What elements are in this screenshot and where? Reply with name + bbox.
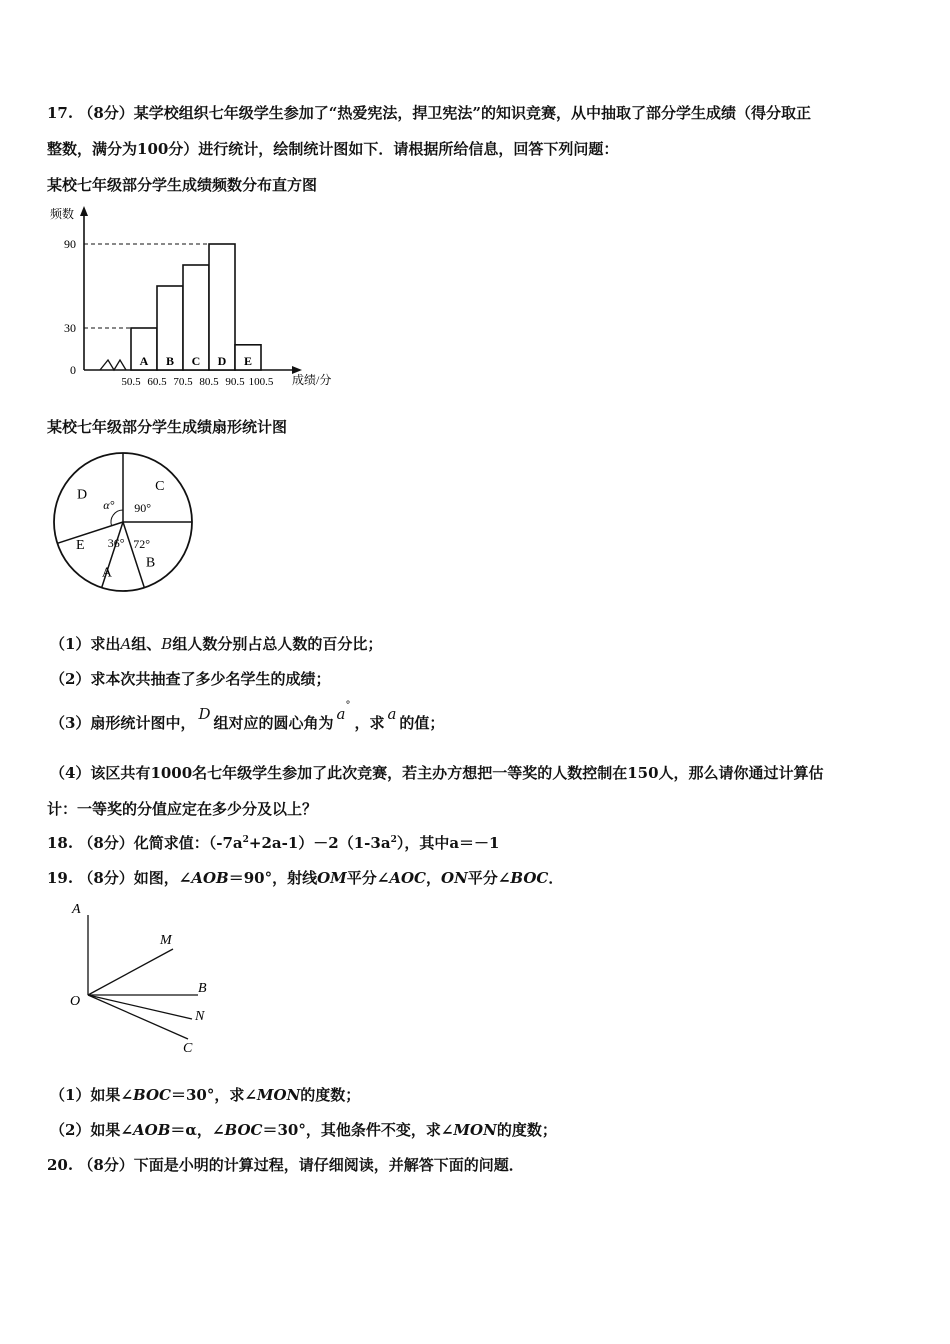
angle-figure xyxy=(60,897,230,1057)
histogram-xtick-90.5: 90.5 xyxy=(225,376,245,388)
histogram-ytick-90: 90 xyxy=(64,237,76,251)
histogram-bar-label-D: D xyxy=(217,354,227,368)
point-c-label: C xyxy=(183,1041,193,1056)
point-m-label: M xyxy=(160,933,172,948)
histogram-title: 某校七年级部分学生成绩频数分布直方图 xyxy=(47,176,318,194)
group-b-symbol: B xyxy=(161,635,173,653)
pie-slice-label-A: A xyxy=(101,565,112,581)
alpha-symbol-2: a xyxy=(387,705,397,723)
q20-line: 20. （8分）下面是小明的计算过程，请仔细阅读，并解答下面的问题． xyxy=(47,1156,524,1174)
point-b-label: B xyxy=(198,981,207,996)
degree-symbol: ° xyxy=(345,700,351,711)
pie-slice-label-B: B xyxy=(145,555,156,571)
histogram-bar-D xyxy=(209,244,235,370)
group-a-symbol: A xyxy=(120,635,132,653)
q17-sub1: （1）求出A组、B组人数分别占总人数的百分比； xyxy=(50,635,383,653)
histogram-axis-break xyxy=(100,360,126,370)
q17-line2: 整数，满分为100分）进行统计，绘制统计图如下．请根据所给信息，回答下列问题： xyxy=(47,140,619,158)
q18-line: 18. （8分）化简求值：$(-7a^2+2a-1)-2(1-3a^2)$，其中a＝－1 xyxy=(47,834,500,852)
pie-title: 某校七年级部分学生成绩扇形统计图 xyxy=(47,418,288,436)
point-n-label: N xyxy=(195,1009,205,1024)
q17-line1: 17. （8分）某学校组织七年级学生参加了“热爱宪法，捍卫宪法”的知识竞赛，从中抽取了部分学生成绩（得分取正 xyxy=(47,104,812,122)
histogram-bar-label-B: B xyxy=(165,354,175,368)
histogram-xtick-60.5: 60.5 xyxy=(147,376,167,388)
pie-angle-label-D: α° xyxy=(103,498,115,513)
q19-sub2: （2）如果∠AOB＝α，∠BOC＝30°，其他条件不变，求∠MON的度数； xyxy=(50,1121,557,1139)
histogram-bar-label-A: A xyxy=(139,354,149,368)
q19-sub1: （1）如果∠BOC＝30°，求∠MON的度数； xyxy=(50,1086,361,1104)
pie-slice-label-D: D xyxy=(76,487,88,503)
pie-slice-label-C: C xyxy=(155,479,165,495)
q19-line: 19. （8分）如图，∠AOB＝90°，射线OM平分∠AOC，ON平分∠BOC． xyxy=(47,869,564,887)
histogram-chart xyxy=(40,200,350,395)
q17-sub2: （2）求本次共抽查了多少名学生的成绩； xyxy=(50,670,331,688)
histogram-y-label: 频数 xyxy=(50,207,75,221)
q17-sub4-line1: （4）该区共有1000名七年级学生参加了此次竞赛，若主办方想把一等奖的人数控制在150人，那么请你通过计算估 xyxy=(50,764,824,782)
ray-oc xyxy=(88,995,188,1039)
pie-chart xyxy=(40,445,220,605)
pie-angle-label-A: 36° xyxy=(107,535,125,550)
histogram-ytick-0: 0 xyxy=(70,363,76,377)
histogram-bar-label-E: E xyxy=(243,354,253,368)
histogram-xtick-100.5: 100.5 xyxy=(248,376,274,388)
q17-sub4-line2: 计：一等奖的分值应定在多少分及以上？ xyxy=(47,800,318,818)
histogram-xtick-50.5: 50.5 xyxy=(121,376,141,388)
histogram-xtick-70.5: 70.5 xyxy=(173,376,193,388)
histogram-xtick-80.5: 80.5 xyxy=(199,376,219,388)
ray-on xyxy=(88,995,192,1019)
histogram-bar-label-C: C xyxy=(191,354,201,368)
histogram-x-label: 成绩/分 xyxy=(292,373,332,387)
point-o-label: O xyxy=(70,994,81,1009)
histogram-ytick-30: 30 xyxy=(64,321,76,335)
pie-slice-label-E: E xyxy=(75,537,85,553)
group-d-symbol: D xyxy=(198,705,211,723)
histogram-y-arrow xyxy=(80,206,88,216)
q17-sub3: （3）扇形统计图中， D 组对应的圆心角为 a°，求 a 的值； xyxy=(50,700,445,732)
pie-angle-label-B: 72° xyxy=(133,537,151,552)
ray-om xyxy=(88,949,173,995)
alpha-symbol: a xyxy=(336,705,346,723)
point-a-label: A xyxy=(72,902,81,917)
pie-angle-label-C: 90° xyxy=(134,501,152,516)
